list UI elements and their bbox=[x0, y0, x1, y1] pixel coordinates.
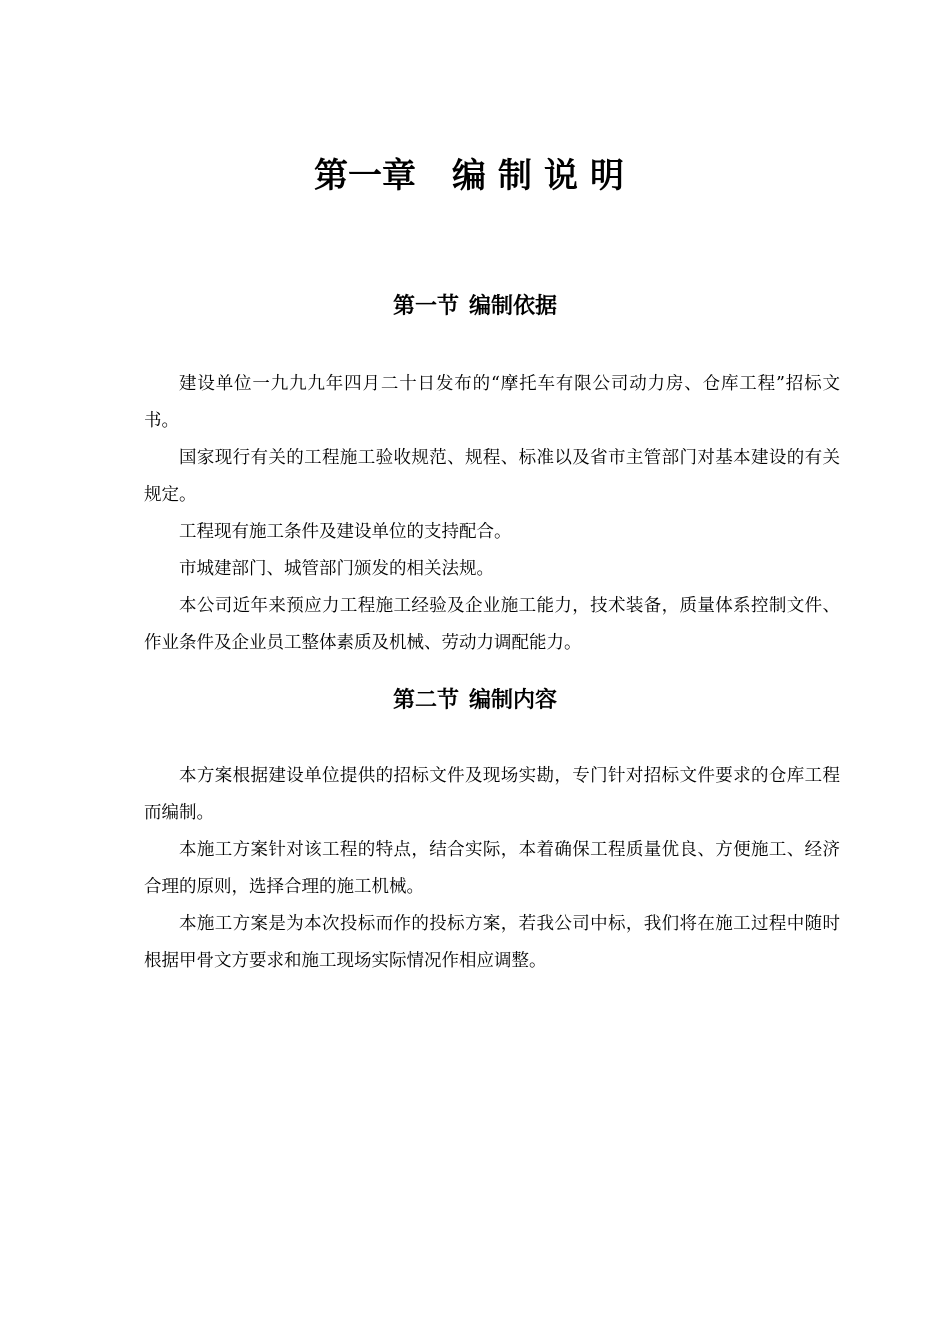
chapter-name: 编制说明 bbox=[452, 156, 636, 196]
paragraph: 本施工方案针对该工程的特点，结合实际，本着确保工程质量优良、方便施工、经济合理的原则，选择合理的施工机械。 bbox=[144, 840, 840, 897]
section-number: 第二节 bbox=[392, 688, 459, 713]
paragraph: 市城建部门、城管部门颁发的相关法规。 bbox=[179, 559, 494, 579]
section-body-basis bbox=[144, 366, 840, 662]
section-title-basis bbox=[0, 290, 950, 324]
section-title-content bbox=[0, 684, 950, 718]
section-body-content bbox=[144, 758, 840, 980]
paragraph: 本施工方案是为本次投标而作的投标方案，若我公司中标，我们将在施工过程中随时根据甲骨文方要求和施工现场实际情况作相应调整。 bbox=[144, 914, 840, 971]
paragraph: 建设单位一九九九年四月二十日发布的“摩托车有限公司动力房、仓库工程”招标文书。 bbox=[144, 374, 840, 431]
paragraph: 本公司近年来预应力工程施工经验及企业施工能力，技术装备，质量体系控制文件、作业条件及企业员工整体素质及机械、劳动力调配能力。 bbox=[144, 596, 840, 653]
chapter-number: 第一章 bbox=[314, 156, 416, 196]
section-name: 编制内容 bbox=[469, 688, 558, 713]
paragraph: 工程现有施工条件及建设单位的支持配合。 bbox=[179, 522, 512, 542]
section-name: 编制依据 bbox=[469, 294, 558, 319]
chapter-title bbox=[0, 152, 950, 200]
section-number: 第一节 bbox=[392, 294, 459, 319]
paragraph: 国家现行有关的工程施工验收规范、规程、标准以及省市主管部门对基本建设的有关规定。 bbox=[144, 448, 840, 505]
paragraph: 本方案根据建设单位提供的招标文件及现场实勘，专门针对招标文件要求的仓库工程而编制。 bbox=[144, 766, 840, 823]
